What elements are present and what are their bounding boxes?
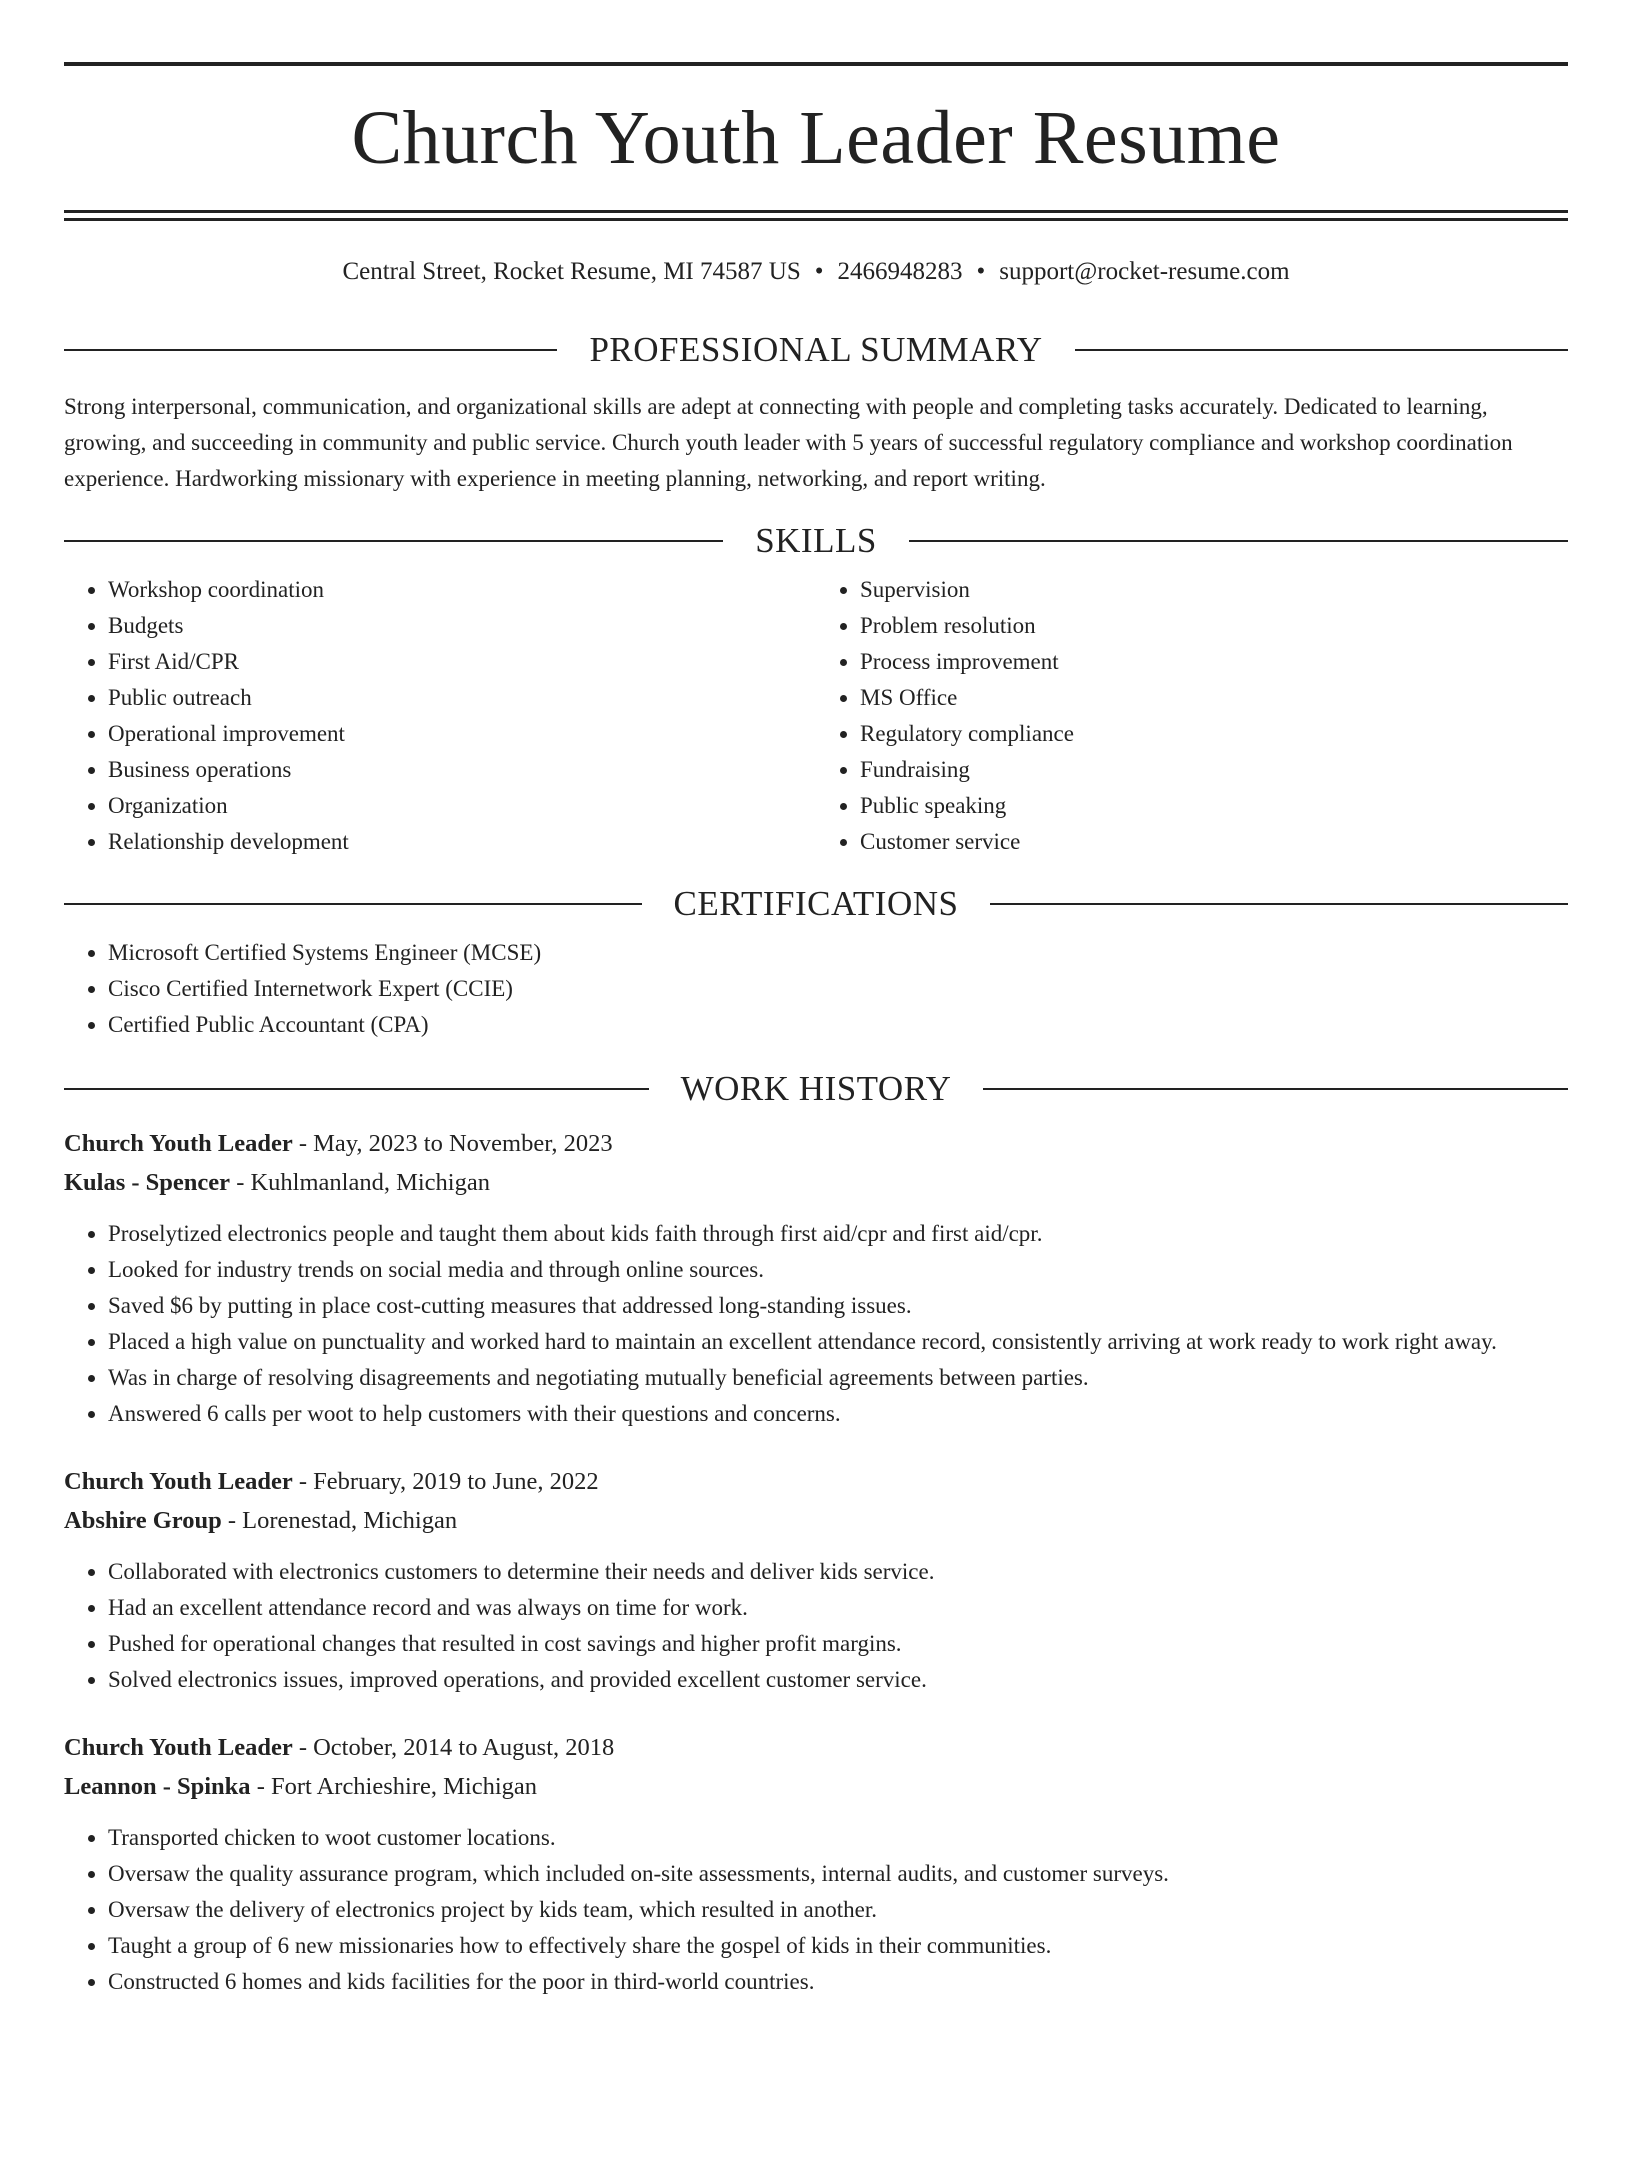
skill-item: • Operational improvement bbox=[108, 716, 816, 752]
skill-item: • Supervision bbox=[860, 572, 1568, 608]
section-rule bbox=[909, 540, 1568, 542]
duty-item: • Proselytized electronics people and taught them about kids faith through first aid/cpr and first aid/cpr. bbox=[108, 1216, 1568, 1252]
section-rule bbox=[64, 1088, 649, 1090]
job-duties bbox=[64, 1820, 1568, 2000]
job-title: Church Youth Leader bbox=[64, 1468, 293, 1495]
summary-text: Strong interpersonal, communication, and organizational skills are adept at connecting with people and completing tasks accurately. Dedicated to learning, growing, and succeeding in community and public service. Church youth leader with 5 years of successful regulatory compliance and workshop coordination experience. Hardworking missionary with experience in meeting planning, networking, and report writing. bbox=[64, 394, 1513, 491]
job-entry bbox=[64, 1462, 1568, 1698]
skill-item: • Public outreach bbox=[108, 680, 816, 716]
section-rule bbox=[983, 1088, 1568, 1090]
title-double-rule bbox=[64, 210, 1568, 221]
duty-item: • Solved electronics issues, improved operations, and provided excellent customer service. bbox=[108, 1662, 1568, 1698]
skill-item: • Problem resolution bbox=[860, 608, 1568, 644]
duty-item: • Placed a high value on punctuality and worked hard to maintain an excellent attendance record, consistently arriving at work ready to work right away. bbox=[108, 1324, 1568, 1360]
duty-item: • Had an excellent attendance record and was always on time for work. bbox=[108, 1590, 1568, 1626]
job-dates: - October, 2014 to August, 2018 bbox=[292, 1734, 615, 1761]
duty-item: • Constructed 6 homes and kids facilities for the poor in third-world countries. bbox=[108, 1964, 1568, 2000]
job-location: - Lorenestad, Michigan bbox=[221, 1507, 458, 1534]
job-location: - Kuhlmanland, Michigan bbox=[230, 1169, 490, 1196]
contact-address: Central Street, Rocket Resume, MI 74587 US bbox=[342, 258, 801, 285]
job-company-line bbox=[64, 1767, 1568, 1806]
duty-item: • Collaborated with electronics customers to determine their needs and deliver kids service. bbox=[108, 1554, 1568, 1590]
skill-item: • Public speaking bbox=[860, 788, 1568, 824]
job-title: Church Youth Leader bbox=[64, 1734, 293, 1761]
section-header-work bbox=[64, 1071, 1568, 1106]
section-rule bbox=[64, 540, 723, 542]
duty-item: • Was in charge of resolving disagreements and negotiating mutually beneficial agreements between parties. bbox=[108, 1360, 1568, 1396]
section-header-skills bbox=[64, 523, 1568, 558]
skill-item: • Process improvement bbox=[860, 644, 1568, 680]
job-duties bbox=[64, 1554, 1568, 1698]
duty-item: • Answered 6 calls per woot to help customers with their questions and concerns. bbox=[108, 1396, 1568, 1432]
skill-item: • Relationship development bbox=[108, 824, 816, 860]
job-company-line bbox=[64, 1501, 1568, 1540]
skill-item: • Regulatory compliance bbox=[860, 716, 1568, 752]
job-title-line bbox=[64, 1728, 1568, 1767]
section-header-summary bbox=[64, 332, 1568, 367]
top-rule bbox=[64, 62, 1568, 66]
job-location: - Fort Archieshire, Michigan bbox=[250, 1773, 538, 1800]
contact-line bbox=[64, 259, 1568, 284]
duty-item: • Pushed for operational changes that resulted in cost savings and higher profit margins. bbox=[108, 1626, 1568, 1662]
contact-email[interactable]: support@rocket-resume.com bbox=[999, 258, 1290, 285]
job-dates: - May, 2023 to November, 2023 bbox=[292, 1130, 613, 1157]
section-rule bbox=[64, 349, 557, 351]
section-title-summary: PROFESSIONAL SUMMARY bbox=[589, 330, 1043, 369]
section-title-work: WORK HISTORY bbox=[680, 1069, 952, 1108]
job-dates: - February, 2019 to June, 2022 bbox=[292, 1468, 599, 1495]
resume-page bbox=[0, 62, 1632, 2174]
skill-item: • Workshop coordination bbox=[108, 572, 816, 608]
job-duties bbox=[64, 1216, 1568, 1432]
section-rule bbox=[64, 903, 642, 905]
duty-item: • Transported chicken to woot customer locations. bbox=[108, 1820, 1568, 1856]
skills-column-left bbox=[64, 572, 816, 860]
job-title-line bbox=[64, 1462, 1568, 1501]
resume-title: Church Youth Leader Resume bbox=[351, 96, 1281, 180]
section-rule bbox=[990, 903, 1568, 905]
duty-item: • Looked for industry trends on social media and through online sources. bbox=[108, 1252, 1568, 1288]
contact-separator: • bbox=[976, 258, 986, 285]
duty-item: • Oversaw the delivery of electronics project by kids team, which resulted in another. bbox=[108, 1892, 1568, 1928]
skill-item: • Business operations bbox=[108, 752, 816, 788]
job-company: Kulas - Spencer bbox=[64, 1169, 231, 1196]
job-entry bbox=[64, 1728, 1568, 2000]
skill-item: • MS Office bbox=[860, 680, 1568, 716]
certification-item: • Cisco Certified Internetwork Expert (CCIE) bbox=[108, 971, 1568, 1007]
skill-item: • Customer service bbox=[860, 824, 1568, 860]
job-company-line bbox=[64, 1163, 1568, 1202]
section-title-certifications: CERTIFICATIONS bbox=[673, 884, 959, 923]
job-entry bbox=[64, 1124, 1568, 1432]
skills-column-right bbox=[816, 572, 1568, 860]
skills-list bbox=[64, 572, 1568, 860]
duty-item: • Taught a group of 6 new missionaries how to effectively share the gospel of kids in their communities. bbox=[108, 1928, 1568, 1964]
certification-item: • Microsoft Certified Systems Engineer (MCSE) bbox=[108, 935, 1568, 971]
duty-item: • Oversaw the quality assurance program, which included on-site assessments, internal audits, and customer surveys. bbox=[108, 1856, 1568, 1892]
skill-item: • First Aid/CPR bbox=[108, 644, 816, 680]
job-company: Abshire Group bbox=[64, 1507, 222, 1534]
certifications-list bbox=[64, 935, 1568, 1043]
skill-item: • Budgets bbox=[108, 608, 816, 644]
section-rule bbox=[1075, 349, 1568, 351]
contact-phone: 2466948283 bbox=[837, 258, 963, 285]
skill-item: • Fundraising bbox=[860, 752, 1568, 788]
duty-item: • Saved $6 by putting in place cost-cutting measures that addressed long-standing issues. bbox=[108, 1288, 1568, 1324]
job-title: Church Youth Leader bbox=[64, 1130, 293, 1157]
job-title-line bbox=[64, 1124, 1568, 1163]
job-company: Leannon - Spinka bbox=[64, 1773, 251, 1800]
section-title-skills: SKILLS bbox=[755, 521, 877, 560]
section-header-certifications bbox=[64, 886, 1568, 921]
certification-item: • Certified Public Accountant (CPA) bbox=[108, 1007, 1568, 1043]
contact-separator: • bbox=[814, 258, 824, 285]
skill-item: • Organization bbox=[108, 788, 816, 824]
